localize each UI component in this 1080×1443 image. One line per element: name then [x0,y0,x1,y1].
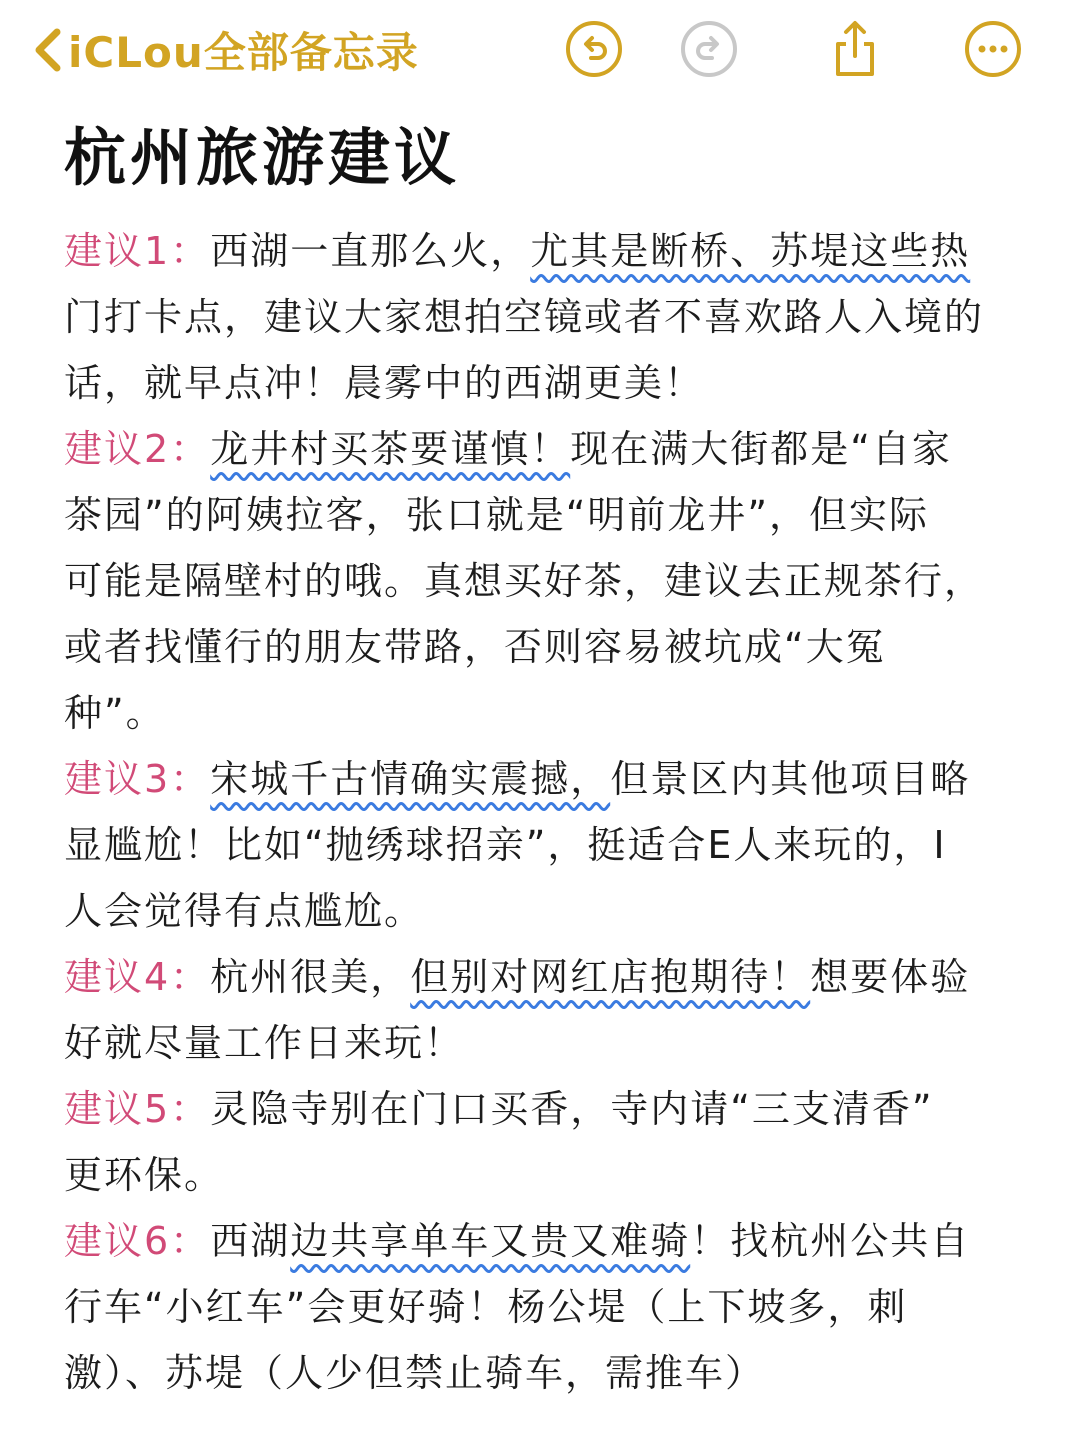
note-text: 西湖 [210,1219,291,1263]
note-text: ！找杭州公共自 [690,1219,971,1263]
note-text: 杭州很美， [210,955,411,999]
note-line [64,416,1014,482]
note-line: 可能是隔壁村的哦。真想买好茶，建议去正规茶行， [64,559,985,603]
back-label: iCLou全部备忘录 [68,28,419,77]
note-text: 但景区内其他项目略 [610,757,971,801]
note-text: 灵隐寺别在门口买香，寺内请“三支清香” [210,1087,934,1131]
note-title: 杭州旅游建议 [64,121,461,194]
note-line: 种”。 [64,691,166,735]
suggestion-label: 建议1： [64,229,211,273]
suggestion-label: 建议4： [64,955,211,999]
note-line [64,1208,1014,1274]
highlighted-text: 但别对网红店抱期待！ [410,955,811,999]
note-line: 激）、苏堤（人少但禁止骑车，需推车） [64,1351,766,1395]
note-line: 茶园”的阿姨拉客，张口就是“明前龙井”，但实际 [64,493,930,537]
note-line [64,746,1014,812]
suggestion-label: 建议3： [64,757,211,801]
note-line: 行车“小红车”会更好骑！杨公堤（上下坡多，刺 [64,1285,908,1329]
note-line: 或者找懂行的朋友带路，否则容易被坑成“大冤 [64,625,886,669]
toolbar [0,0,1080,100]
highlighted-text: 龙井村买茶要谨慎！ [210,427,571,471]
highlighted-text: 边共享单车又贵又难骑 [290,1219,691,1263]
note-line [64,218,1014,284]
suggestion-label: 建议2： [64,427,211,471]
share-icon[interactable] [826,20,884,78]
note-line [64,1076,1014,1142]
note-text: 西湖一直那么火， [210,229,531,273]
note-line: 人会觉得有点尴尬。 [64,889,425,933]
note-text: 想要体验 [810,955,971,999]
note-line: 话，就早点冲！晨雾中的西湖更美！ [64,361,705,405]
note-text: 门打卡点，建议大家想拍空镜或者不喜欢路人入境的 [64,295,985,339]
note-line: 好就尽量工作日来玩！ [64,1021,465,1065]
note-body[interactable] [64,218,1014,1406]
redo-icon[interactable] [680,20,738,78]
note-line [64,284,1014,350]
chevron-left-icon [28,22,68,78]
suggestion-label: 建议6： [64,1219,211,1263]
note-text: 现在满大街都是“自家 [570,427,952,471]
highlighted-text: 尤其是断桥、苏堤这些热 [530,229,971,273]
highlighted-text: 宋城千古情确实震撼， [210,757,611,801]
note-line: 显尴尬！比如“抛绣球招亲”，挺适合E人来玩的，I [64,823,947,867]
back-button[interactable] [28,22,419,78]
more-icon[interactable] [964,20,1022,78]
note-line: 更环保。 [64,1153,225,1197]
undo-icon[interactable] [565,20,623,78]
suggestion-label: 建议5： [64,1087,211,1131]
note-line [64,944,1014,1010]
